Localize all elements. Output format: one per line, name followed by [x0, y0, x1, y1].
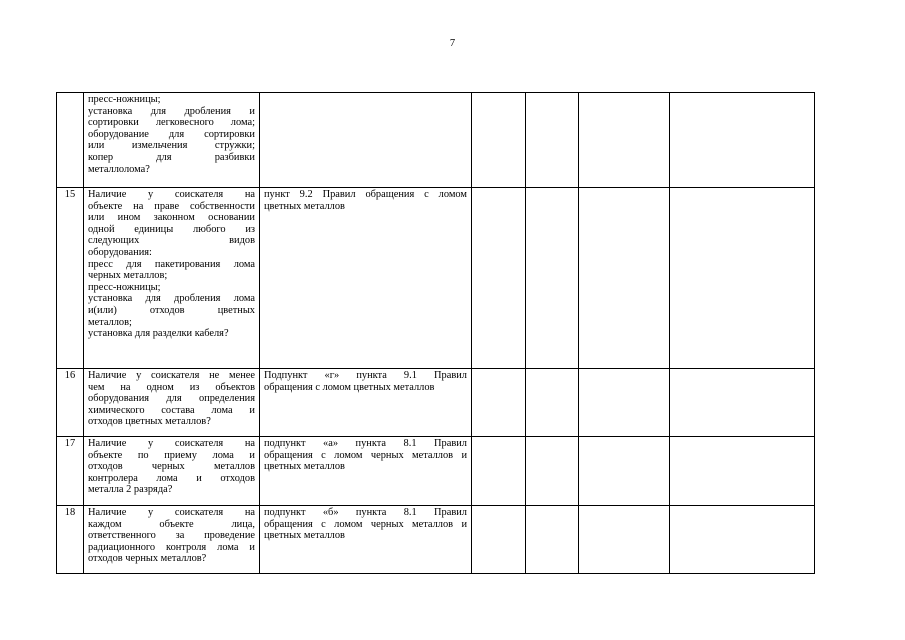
reference-line: подпункт «а» пункта 8.1 Правил [264, 438, 467, 449]
reference-line: Подпункт «г» пункта 9.1 Правил [264, 370, 467, 381]
note-cell [670, 506, 815, 574]
question-line: черных металлов; [88, 270, 168, 282]
answer-na-cell [579, 437, 670, 506]
answer-na-cell [579, 93, 670, 188]
row-number: 17 [64, 438, 76, 449]
question-line: ответственного за проведение [88, 530, 255, 542]
note-cell [670, 93, 815, 188]
answer-no-cell [526, 93, 579, 188]
question-line: оборудования: [88, 246, 152, 258]
question-line: одной единицы любого из [88, 223, 255, 235]
page-number: 7 [449, 38, 456, 49]
question-line: установка для разделки кабеля? [88, 328, 229, 340]
question-cell [84, 93, 260, 188]
question-line: оборудования для определения [88, 393, 255, 405]
row-number: 16 [64, 370, 76, 381]
question-line: Наличие у соискателя на [88, 438, 255, 449]
answer-no-cell [526, 506, 579, 574]
note-cell [670, 188, 815, 369]
legal-reference-cell [260, 93, 472, 188]
table-row [57, 188, 815, 369]
reference-line: цветных металлов [264, 530, 345, 542]
reference-line: обращения с ломом черных металлов и [264, 518, 467, 530]
legal-reference-cell [260, 506, 472, 574]
question-line: металлолома? [88, 163, 150, 175]
reference-line: обращения с ломом черных металлов и [264, 449, 467, 461]
question-line: каждом объекте лица, [88, 518, 255, 530]
answer-na-cell [579, 188, 670, 369]
question-cell [84, 188, 260, 369]
answer-yes-cell [472, 506, 526, 574]
row-number-cell [57, 188, 84, 369]
note-cell [670, 437, 815, 506]
answer-no-cell [526, 369, 579, 437]
question-line: оборудование для сортировки [88, 128, 255, 140]
legal-reference-cell [260, 188, 472, 369]
row-number: 18 [64, 507, 76, 518]
answer-yes-cell [472, 437, 526, 506]
reference-line: цветных металлов [264, 461, 345, 473]
question-line: контролера лома и отходов [88, 472, 255, 484]
answer-na-cell [579, 369, 670, 437]
question-line: отходов цветных металлов? [88, 416, 211, 428]
answer-no-cell [526, 437, 579, 506]
reference-line: пункт 9.2 Правил обращения с ломом [264, 189, 467, 200]
question-line: радиационного контроля лома и [88, 541, 255, 553]
legal-reference-cell [260, 437, 472, 506]
question-line: установка для дробления лома [88, 293, 255, 305]
question-line: пресс-ножницы; [88, 281, 161, 293]
row-number: 15 [64, 189, 76, 200]
question-line: металлов; [88, 316, 132, 328]
table-row [57, 437, 815, 506]
question-cell [84, 437, 260, 506]
question-cell [84, 506, 260, 574]
question-line: чем на одном из объектов [88, 381, 255, 393]
checklist-table [56, 92, 815, 574]
question-line: отходов черных металлов [88, 461, 255, 473]
question-cell [84, 369, 260, 437]
question-line: и(или) отходов цветных [88, 304, 255, 316]
legal-reference-cell [260, 369, 472, 437]
note-cell [670, 369, 815, 437]
question-line: следующих видов [88, 235, 255, 247]
question-line: Наличие у соискателя на [88, 189, 255, 200]
answer-yes-cell [472, 188, 526, 369]
question-line: пресс-ножницы; [88, 94, 161, 105]
question-line: химического состава лома и [88, 404, 255, 416]
question-line: установка для дробления и [88, 105, 255, 117]
question-line: отходов черных металлов? [88, 553, 207, 565]
question-line: или ином законном основании [88, 212, 255, 224]
answer-yes-cell [472, 369, 526, 437]
reference-line: цветных металлов [264, 200, 345, 212]
row-number-cell [57, 437, 84, 506]
table-row [57, 506, 815, 574]
answer-na-cell [579, 506, 670, 574]
question-line: пресс для пакетирования лома [88, 258, 255, 270]
reference-line: подпункт «б» пункта 8.1 Правил [264, 507, 467, 518]
row-number-cell [57, 93, 84, 188]
question-line: Наличие у соискателя не менее [88, 370, 255, 381]
reference-line: обращения с ломом цветных металлов [264, 381, 435, 393]
question-line: объекте на праве собственности [88, 200, 255, 212]
question-line: объекте по приему лома и [88, 449, 255, 461]
row-number-cell [57, 506, 84, 574]
question-line: Наличие у соискателя на [88, 507, 255, 518]
question-line: или измельчения стружки; [88, 140, 255, 152]
row-number-cell [57, 369, 84, 437]
table-row [57, 369, 815, 437]
answer-no-cell [526, 188, 579, 369]
question-line: копер для разбивки [88, 151, 255, 163]
question-line: сортировки легковесного лома; [88, 117, 255, 129]
question-line: металла 2 разряда? [88, 484, 173, 496]
table-row [57, 93, 815, 188]
answer-yes-cell [472, 93, 526, 188]
